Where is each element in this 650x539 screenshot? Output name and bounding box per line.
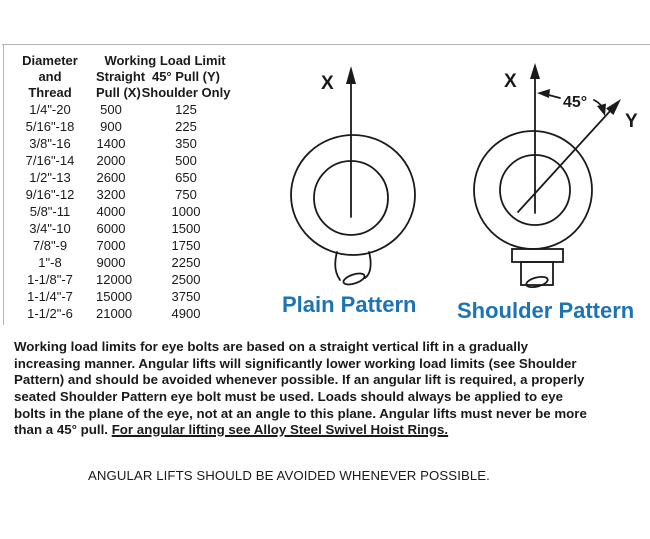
table-cell-straight: 3200	[96, 187, 126, 202]
shank-body	[521, 262, 553, 285]
x-axis-label: X	[321, 73, 334, 94]
table-cell-angular: 500	[175, 153, 197, 168]
table-header-row-3	[4, 85, 246, 101]
table-cell-angular: 1750	[171, 238, 201, 253]
body-paragraph	[14, 339, 640, 439]
shank-tip	[342, 271, 366, 286]
table-cell-diameter: 1-1/8"-7	[27, 272, 73, 287]
table-cell-angular: 125	[175, 102, 197, 117]
table-cell-angular: 1000	[171, 204, 201, 219]
table-cell-diameter: 5/16"-18	[25, 119, 75, 134]
table-cell-angular: 2250	[171, 255, 201, 270]
header-diameter: Diameter	[22, 53, 78, 68]
table-cell-angular: 650	[175, 170, 197, 185]
table-cell-diameter: 1-1/2"-6	[27, 306, 73, 321]
paragraph-line: Working load limits for eye bolts are based on a straight vertical lift in a gradually	[14, 339, 529, 354]
table-row	[4, 305, 246, 322]
alloy-steel-swivel-hoist-rings-link[interactable]: For angular lifting see Alloy Steel Swivel Hoist Rings.	[111, 422, 449, 438]
table-header-row-1	[4, 53, 246, 69]
header-pull-x: Pull (X)	[96, 85, 141, 100]
table-row	[4, 152, 246, 169]
x-axis-label: X	[504, 71, 517, 92]
shoulder-pattern-diagram	[450, 45, 650, 295]
shoulder-pattern-label: Shoulder Pattern	[457, 298, 635, 323]
table-cell-straight: 12000	[96, 272, 133, 287]
working-load-limit-table	[4, 53, 246, 322]
table-row	[4, 271, 246, 288]
table-cell-angular: 3750	[171, 289, 201, 304]
table-row	[4, 203, 246, 220]
table-row	[4, 118, 246, 135]
paragraph-line: bolts in the plane of the eye, not at an angle to this plane. Angular lifts must never be more	[14, 405, 587, 421]
header-and: and	[38, 69, 62, 84]
table-cell-straight: 21000	[96, 306, 133, 321]
table-row	[4, 254, 246, 271]
table-cell-straight: 900	[100, 119, 122, 134]
shoulder-pattern-drawing	[450, 45, 650, 295]
header-thread: Thread	[28, 85, 72, 100]
x-axis-arrowhead	[346, 66, 356, 84]
table-row	[4, 237, 246, 254]
table-cell-straight: 2000	[96, 153, 126, 168]
paragraph-line: increasing manner. Angular lifts will significantly lower working load limits (see Shoulder	[14, 355, 577, 371]
table-cell-straight: 500	[100, 102, 122, 117]
table-cell-straight: 2600	[96, 170, 126, 185]
y-axis-label: Y	[625, 111, 638, 132]
table-row	[4, 101, 246, 118]
paragraph-last-line-text: than a 45° pull.	[14, 422, 112, 438]
table-cell-diameter: 5/8"-11	[29, 204, 71, 219]
table-cell-angular: 750	[175, 187, 197, 202]
x-axis-arrowhead	[530, 63, 540, 79]
table-cell-diameter: 1"-8	[38, 255, 62, 270]
table-row	[4, 186, 246, 203]
shank-right-edge	[365, 252, 371, 278]
angle-pointer-left-arrowhead	[537, 89, 550, 98]
table-cell-diameter: 3/4"-10	[29, 221, 71, 236]
paragraph-last-line	[14, 422, 640, 439]
plain-pattern-drawing	[280, 50, 430, 290]
shank-left-edge	[335, 252, 340, 280]
angle-label: 45°	[563, 94, 588, 111]
table-cell-angular: 350	[175, 136, 197, 151]
table-cell-diameter: 7/16"-14	[25, 153, 75, 168]
table-cell-straight: 4000	[96, 204, 126, 219]
eye-outer-ring	[474, 131, 592, 249]
table-cell-diameter: 1-1/4"-7	[27, 289, 73, 304]
table-cell-angular: 2500	[171, 272, 201, 287]
table-row	[4, 169, 246, 186]
table-row	[4, 220, 246, 237]
angle-pointer-right-arrowhead	[597, 104, 606, 117]
plain-pattern-diagram	[280, 50, 430, 290]
header-shoulder-only: Shoulder Only	[141, 85, 231, 100]
table-cell-angular: 1500	[171, 221, 201, 236]
table-cell-straight: 1400	[96, 136, 126, 151]
table-cell-diameter: 1/2"-13	[29, 170, 71, 185]
table-row	[4, 288, 246, 305]
table-cell-diameter: 7/8"-9	[32, 238, 68, 253]
footer-warning-text: ANGULAR LIFTS SHOULD BE AVOIDED WHENEVER POSSIBLE.	[88, 468, 490, 483]
table-cell-straight: 15000	[96, 289, 133, 304]
shank-tip	[525, 275, 549, 289]
table-cell-straight: 7000	[96, 238, 126, 253]
eye-outer-ring	[291, 135, 415, 255]
table-cell-angular: 4900	[171, 306, 201, 321]
header-straight: Straight	[96, 69, 146, 84]
table-header-row-2	[4, 69, 246, 85]
header-45-pull: 45° Pull (Y)	[151, 69, 221, 84]
plain-pattern-label: Plain Pattern	[282, 292, 417, 317]
table-cell-angular: 225	[175, 119, 197, 134]
header-working-load-limit: Working Load Limit	[104, 53, 226, 68]
table-cell-straight: 6000	[96, 221, 126, 236]
table-cell-straight: 9000	[96, 255, 126, 270]
table-cell-diameter: 1/4"-20	[29, 102, 71, 117]
table-cell-diameter: 9/16"-12	[25, 187, 75, 202]
shoulder-flange	[512, 249, 563, 262]
table-body	[4, 101, 246, 322]
table-cell-diameter: 3/8"-16	[29, 136, 71, 151]
paragraph-line: Pattern) and should be avoided whenever possible. If an angular lift is required, a properly	[14, 372, 585, 388]
paragraph-line: seated Shoulder Pattern eye bolt must be used. Loads should always be applied to eye	[14, 389, 564, 405]
table-row	[4, 135, 246, 152]
y-axis-arrow-line	[518, 110, 611, 212]
